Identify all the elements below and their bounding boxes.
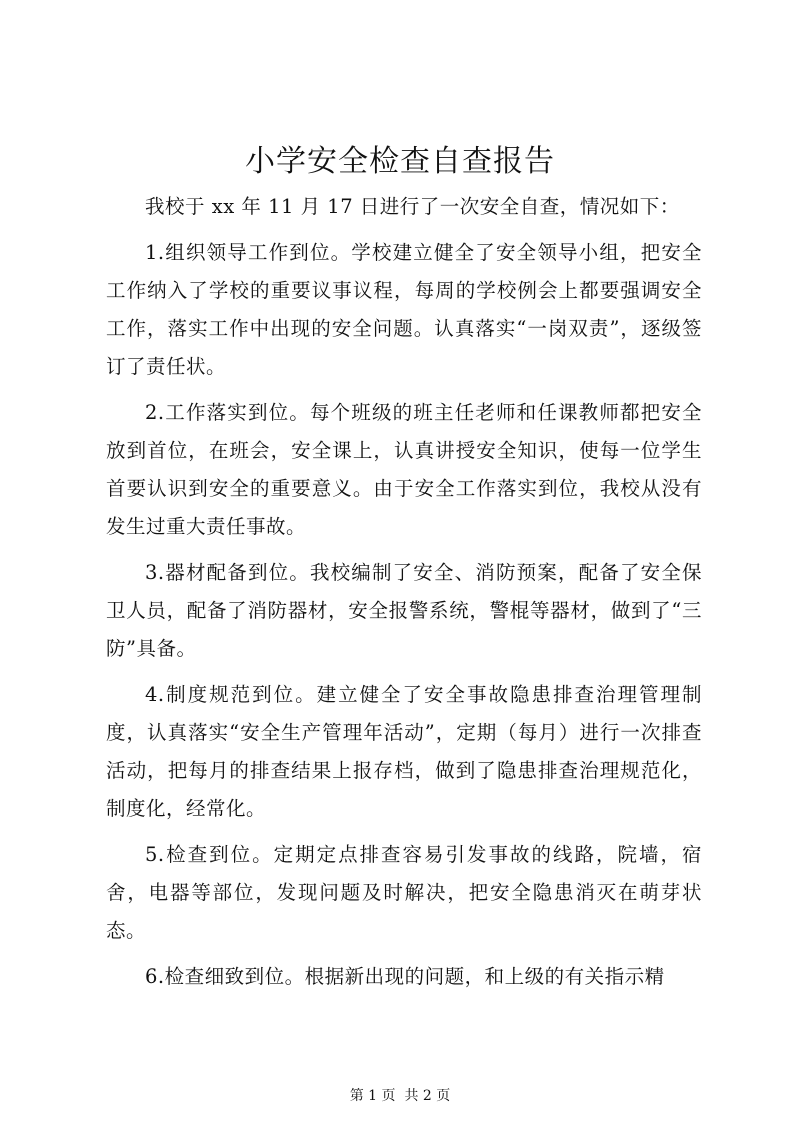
document-title: 小学安全检查自查报告 [245, 144, 555, 179]
page-number-footer: 第 1 页 共 2 页 [349, 1088, 451, 1104]
paragraph-item-3: 3.器材配备到位。我校编制了安全、消防预案，配备了安全保卫人员，配备了消防器材，安全报警系统，警棍等器材，做到了“三防”具备。 [106, 561, 702, 660]
paragraph-item-1: 1.组织领导工作到位。学校建立健全了安全领导小组，把安全工作纳入了学校的重要议事议程，每周的学校例会上都要强调安全工作，落实工作中出现的安全问题。认真落实“一岗双责”，逐级签订了责任状。 [106, 241, 702, 378]
paragraph-item-4: 4.制度规范到位。建立健全了安全事故隐患排查治理管理制度，认真落实“安全生产管理年活动”，定期（每月）进行一次排查活动，把每月的排查结果上报存档，做到了隐患排查治理规范化，制度化，经常化。 [106, 683, 702, 820]
paragraph-intro: 我校于 xx 年 11 月 17 日进行了一次安全自查，情况如下： [145, 195, 680, 218]
paragraph-item-5: 5.检查到位。定期定点排查容易引发事故的线路，院墙，宿舍，电器等部位，发现问题及时解决，把安全隐患消灭在萌芽状态。 [106, 843, 702, 942]
paragraph-item-2: 2.工作落实到位。每个班级的班主任老师和任课教师都把安全放到首位，在班会，安全课上，认真讲授安全知识，使每一位学生首要认识到安全的重要意义。由于安全工作落实到位，我校从没有发生过重大责任事故。 [106, 401, 702, 538]
paragraph-item-6: 6.检查细致到位。根据新出现的问题，和上级的有关指示精 [145, 965, 665, 988]
document-body [106, 188, 702, 1004]
